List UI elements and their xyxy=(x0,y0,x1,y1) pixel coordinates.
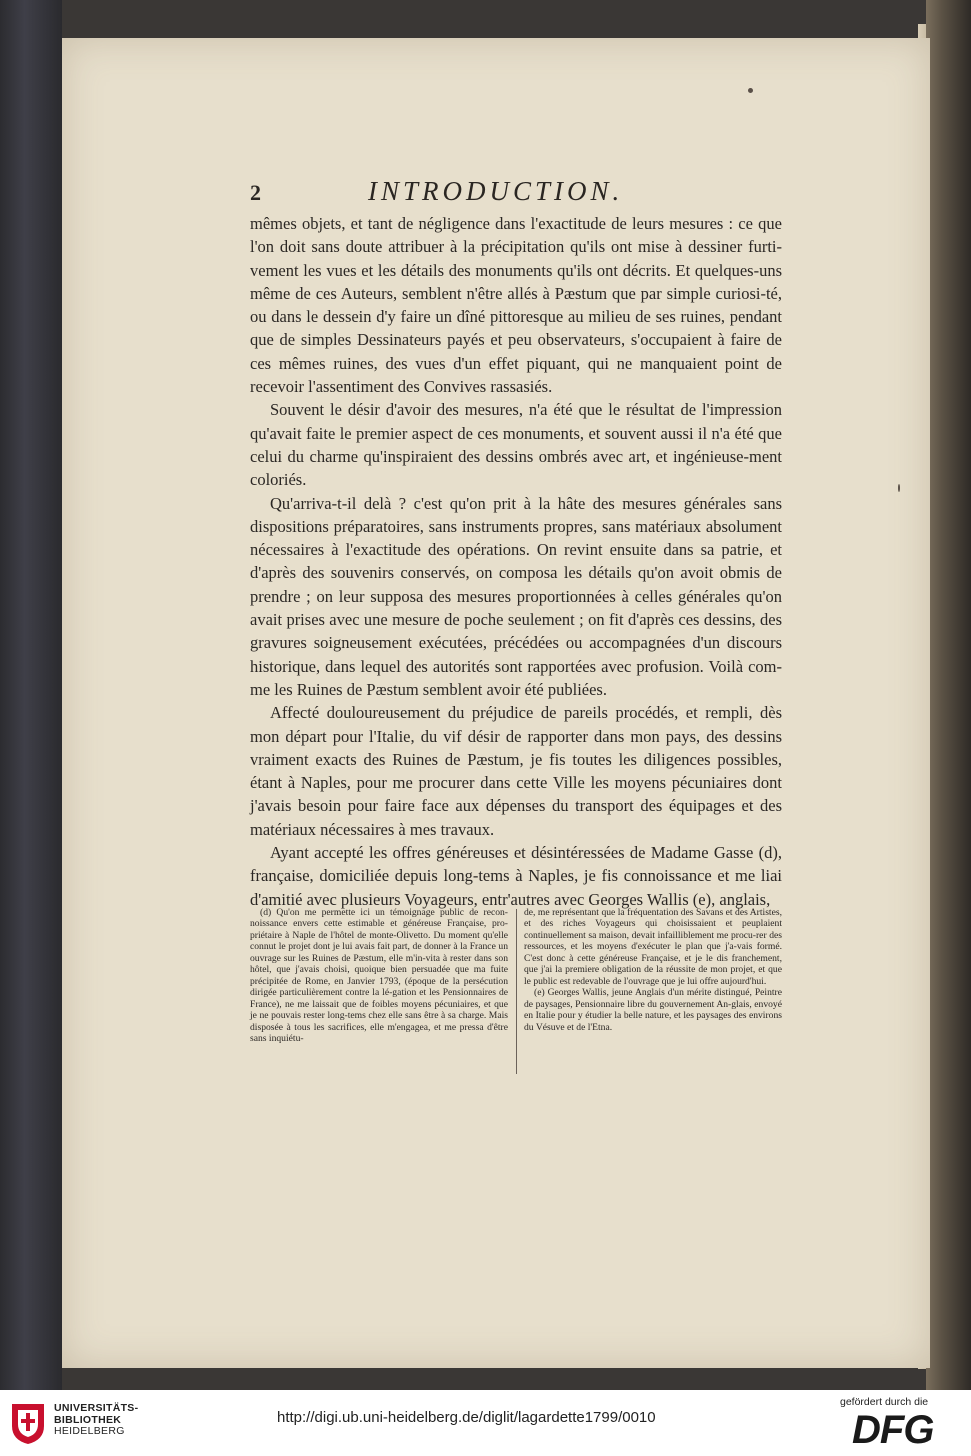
running-title: INTRODUCTION. xyxy=(368,176,624,206)
university-seal-icon xyxy=(8,1400,48,1446)
column-divider xyxy=(516,909,517,1074)
paragraph: mêmes objets, et tant de négligence dans l'exactitude de leurs mesures : ce que l'on doit sans doute attribuer à la précipitation qu'ils ont mise à dessiner furti-vement les vues et les détails des monuments qu'ils ont décrits. Et quelques-uns même de ces Auteurs, semblent n'être allés à Pæstum que par simple curiosi-té, ou dans le dessein d'y faire un dîné pittoresque au milieu de ses ruines, pendant que de simples Dessinateurs payés et peu observateurs, s'occupaient à faire de ces mêmes ruines, des vues d'un effet piquant, qui ne manquaient point de recevoir l'assentiment des Convives rassasiés. xyxy=(250,214,782,397)
paragraph: Ayant accepté les offres généreuses et désintéressées de Madame Gasse (d), française, domiciliée depuis long-tems à Naples, je fis connoissance et me liai d'amitié avec plusieurs Voyageurs, entr'autres avec Georges Wallis (e), anglais, xyxy=(250,843,782,909)
footnote: (e) Georges Wallis, jeune Anglais d'un mérite distingué, Peintre de paysages, Pensionnaire libre du gouvernement An-glais, envoyé en Italie pour y étudier la belle nature, et les paysages des environs du Vésuve et de l'Etna. xyxy=(524,987,782,1033)
dfg-logo: DFG xyxy=(852,1408,934,1452)
book-cover-right xyxy=(926,0,971,1390)
footnotes xyxy=(250,907,782,1077)
permalink-url[interactable]: http://digi.ub.uni-heidelberg.de/diglit/lagardette1799/0010 xyxy=(277,1409,656,1426)
paper-speck xyxy=(748,88,753,93)
page-header xyxy=(250,176,790,210)
book-cover-left xyxy=(0,0,62,1390)
page-number: 2 xyxy=(250,180,261,205)
paragraph: Souvent le désir d'avoir des mesures, n'a été que le résultat de l'impression qu'avait faite le premier aspect de ces monuments, et souvent aussi il n'a été que celui du charme qu'inspiraient des dessins ombrés avec art, et ingénieuse-ment coloriés. xyxy=(250,400,782,490)
main-text xyxy=(250,212,782,911)
paper-speck xyxy=(898,484,900,492)
funder-label: gefördert durch die xyxy=(840,1396,929,1408)
footnote: de, me représentant que la fréquentation des Savans et des Artistes, et des riches Voyageurs qui choisissaient et peuplaient continuellement sa maison, devait infailliblement me procu-rer des ressources, et les moyens d'exécuter le plan que j'a-vais formé. C'est donc à cette généreuse Française, et je le dis franchement, que j'ai la premiere obligation de la réussite de mon projet, et que le public est redevable de l'ouvrage que je lui offre aujourd'hui. xyxy=(524,907,782,987)
institution-name: UNIVERSITÄTS- BIBLIOTHEK HEIDELBERG xyxy=(54,1402,139,1437)
footnote: (d) Qu'on me permette ici un témoignage public de recon-noissance envers cette estimable et généreuse Française, pro-priétaire à Naple de l'hôtel de monte-Olivetto. Du moment qu'elle connut le projet dont je lui avais fait part, de donner à la France un ouvrage sur les Ruines de Pæstum, elle m'in-vita à rester dans son hôtel, que j'avais choisi, quoique bien persuadée que ma fuite précipitée de Rome, en Janvier 1793, (époque de la persécution dirigée particulièrement contre la lé-gation et les Pensionnaires de France), ne me laissait que de foibles moyens pécuniaires, et que je ne pouvais rester long-tems chez elle sans être à sa charge. Mais disposée à tous les sacrifices, elle m'engagea, et me pressa d'être sans inquiétu- xyxy=(250,907,508,1044)
footnote-column-right xyxy=(524,907,782,1033)
footnote-column-left xyxy=(250,907,508,1044)
paragraph: Qu'arriva-t-il delà ? c'est qu'on prit à la hâte des mesures générales sans dispositions préparatoires, sans instruments propres, sans matériaux absolument nécessaires à l'exactitude des opérations. On revint ensuite dans sa patrie, et d'après des souvenirs conservés, on composa les détails qu'on avoit obmis de prendre ; on leur supposa des mesures proportionnées à celles générales qu'on avait prises avec une mesure de poche seulement ; on fit d'après ces dessins, des gravures soigneusement exécutées, précédées ou accompagnées d'un discours historique, dans lequel des autorités sont rapportées avec profusion. Voilà com-me les Ruines de Pæstum semblent avoir été publiées. xyxy=(250,493,782,699)
viewer-footer xyxy=(0,1390,971,1456)
paragraph: Affecté douloureusement du préjudice de pareils procédés, et rempli, dès mon départ pour l'Italie, du vif désir de rapporter dans mon pays, des dessins vraiment exacts des Ruines de Pæstum, je fis toutes les diligences possibles, étant à Naples, pour me procurer dans cette Ville les moyens pécuniaires dont j'avais besoin pour faire face aux dépenses du transport des équipages et des matériaux nécessaires à mes travaux. xyxy=(250,703,782,839)
